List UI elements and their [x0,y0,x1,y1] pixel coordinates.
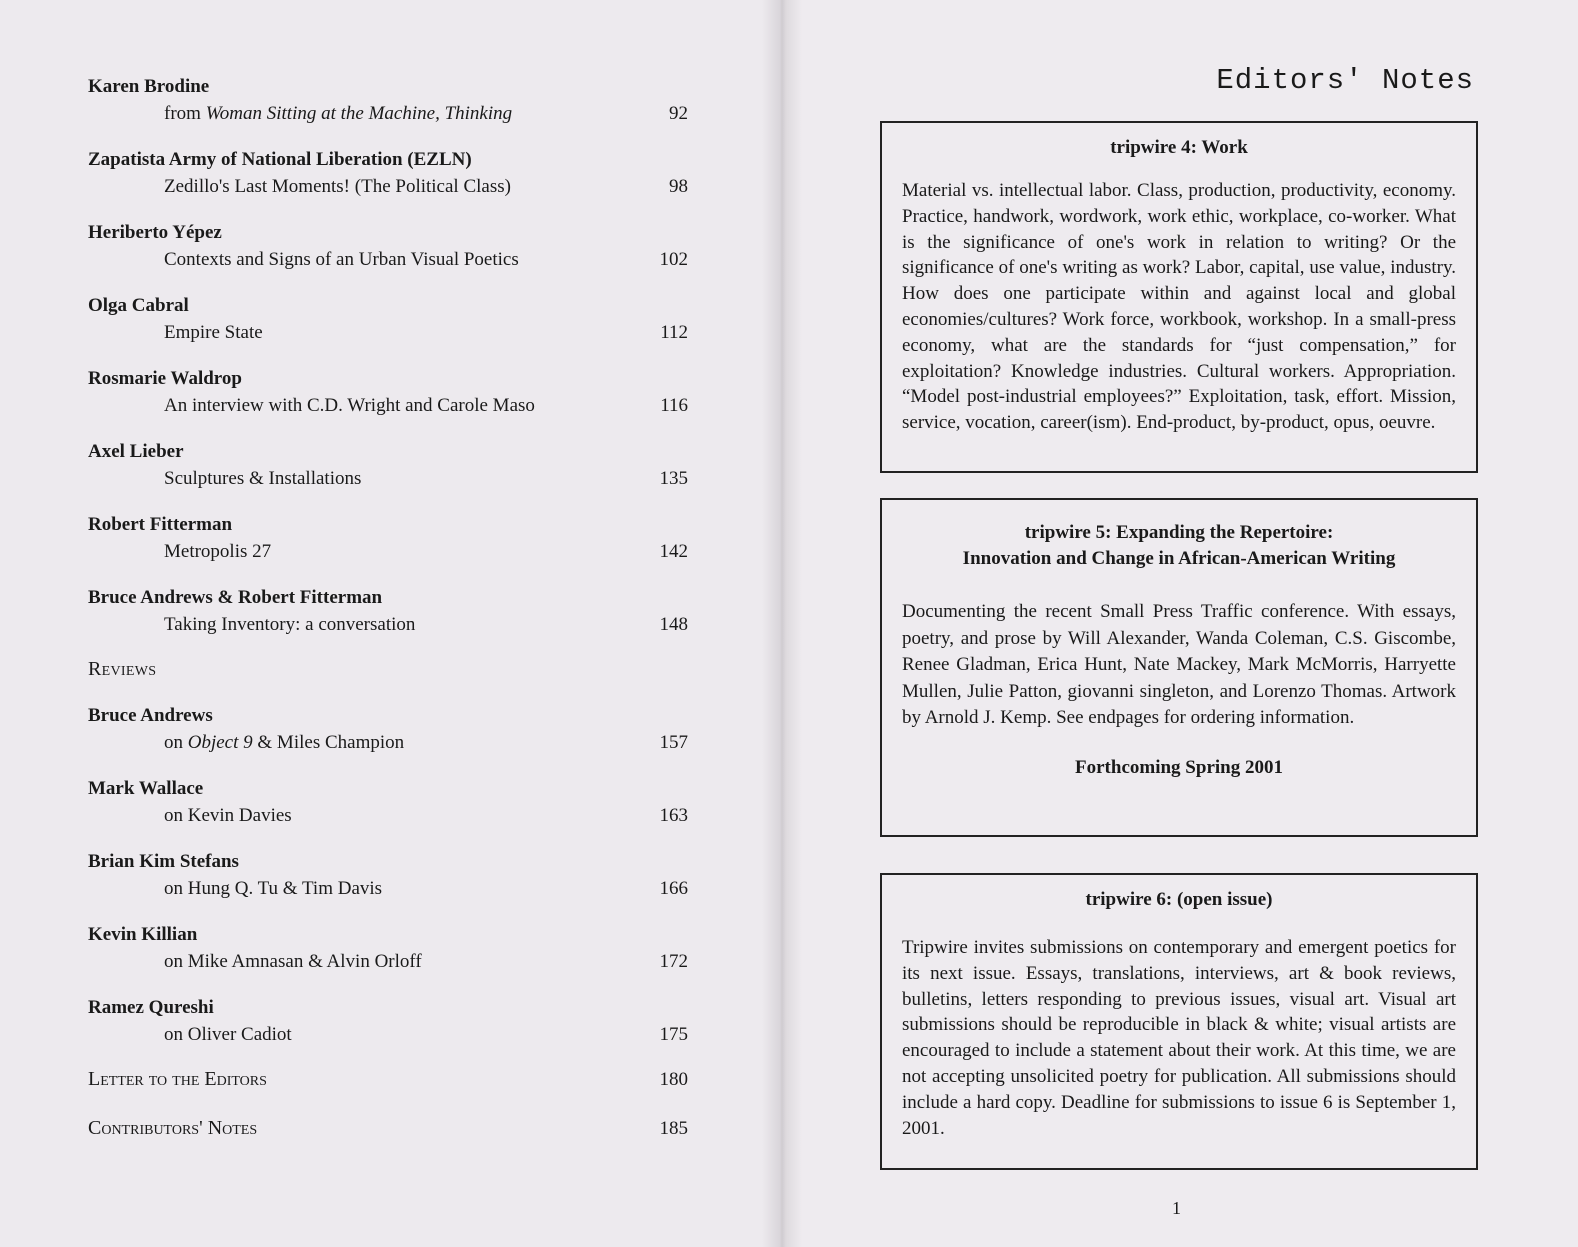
toc-title-suffix: Metropolis 27 [164,541,272,562]
toc-author: Heriberto Yépez [88,222,222,243]
toc-title-row [88,538,688,565]
toc-author: Kevin Killian [88,924,198,945]
page-number: 1 [1172,1198,1181,1218]
tripwire-4-box [880,121,1478,473]
toc-title [164,802,292,829]
toc-author: Brian Kim Stefans [88,851,239,872]
reviews-heading: Reviews [88,658,157,680]
toc-title-suffix: on Oliver Cadiot [164,1024,292,1045]
toc-author: Bruce Andrews & Robert Fitterman [88,587,383,608]
letter-label: Letter to the Editors [88,1068,267,1090]
toc-entry [88,703,688,756]
toc-title [164,246,519,273]
tripwire-6-body: Tripwire invites submissions on contemporary and emergent poetics for its next issue. Essays, translations, interviews, art & book reviews, bulletins, letters responding to previous issues, visual art. Visual art submissions should be reproducible in black & white; visual artists are encouraged to include a statement about their work. At this time, we are not accepting unsolicited poetry for publication. All submissions should include a hard copy. Deadline for submissions to issue 6 is September 1, 2001. [902,937,1456,1139]
toc-page-number: 142 [659,541,688,562]
tripwire-5-heading-line2: Innovation and Change in African-American Writing [962,548,1396,569]
toc-entry [88,995,688,1048]
toc-page-number: 148 [659,614,688,635]
toc-title-row [88,173,688,200]
toc-title-suffix: Empire State [164,322,263,343]
toc-title-italic: Woman Sitting at the Machine, Thinking [205,103,513,124]
toc-title [164,948,422,975]
toc-author: Zapatista Army of National Liberation (EZLN) [88,149,472,170]
contributors-notes-entry [88,1117,688,1140]
editors-notes-title: Editors' Notes [1216,64,1474,97]
contributors-label: Contributors' Notes [88,1117,258,1139]
toc-page-number: 163 [659,805,688,826]
toc-title-row [88,246,688,273]
toc-title-prefix: on [164,732,188,753]
toc-title-suffix: An interview with C.D. Wright and Carole Maso [164,395,535,416]
toc-title-row [88,875,688,902]
toc-title-suffix: & Miles Champion [252,732,405,753]
toc-page-number: 172 [659,951,688,972]
toc-title-row [88,948,688,975]
tripwire-5-body: Documenting the recent Small Press Traffic conference. With essays, poetry, and prose by Will Alexander, Wanda Coleman, C.S. Giscombe, Renee Gladman, Erica Hunt, Nate Mackey, Mark McMorris, Harryette Mullen, Julie Patton, giovanni singleton, and Lorenzo Thomas. Artwork by Arnold J. Kemp. See endpages for ordering information. [902,601,1456,728]
toc-entry [88,366,688,419]
toc-author: Karen Brodine [88,76,210,97]
toc-title-row [88,319,688,346]
toc-title [164,611,415,638]
toc-title [164,319,263,346]
toc-title [164,729,404,756]
tripwire-6-box [880,873,1478,1170]
toc-author: Ramez Qureshi [88,997,214,1018]
toc-author: Rosmarie Waldrop [88,368,242,389]
toc-title [164,465,361,492]
toc-title-row [88,802,688,829]
table-of-contents [88,74,688,1166]
toc-page-number: 175 [659,1024,688,1045]
toc-title-row [88,611,688,638]
book-gutter [762,0,802,1247]
toc-page-number: 102 [659,249,688,270]
toc-entry [88,147,688,200]
toc-page-number: 98 [669,176,688,197]
tripwire-5-forthcoming: Forthcoming Spring 2001 [1075,756,1283,778]
toc-author: Robert Fitterman [88,514,233,535]
toc-entry [88,776,688,829]
letter-to-editors-entry [88,1068,688,1091]
toc-page-number: 92 [669,103,688,124]
toc-title [164,173,511,200]
toc-author: Olga Cabral [88,295,189,316]
toc-title-row [88,100,688,127]
toc-title-prefix: from [164,103,206,124]
toc-page-number: 116 [660,395,688,416]
toc-title-italic: Object 9 [187,732,253,753]
toc-entry [88,293,688,346]
toc-author: Mark Wallace [88,778,204,799]
toc-page-number: 135 [659,468,688,489]
toc-title-suffix: on Kevin Davies [164,805,292,826]
toc-entry [88,849,688,902]
tripwire-4-heading: tripwire 4: Work [1110,137,1248,158]
letter-page: 180 [659,1069,688,1090]
toc-entry [88,512,688,565]
toc-entry [88,74,688,127]
toc-reviews [88,703,688,1048]
toc-page-number: 112 [660,322,688,343]
toc-title-row [88,392,688,419]
toc-title-suffix: on Hung Q. Tu & Tim Davis [164,878,383,899]
toc-title-row [88,729,688,756]
toc-page-number: 157 [659,732,688,753]
toc-entry [88,439,688,492]
toc-title [164,392,535,419]
toc-entries [88,74,688,638]
toc-title-suffix: Zedillo's Last Moments! (The Political Class) [164,176,511,197]
toc-title-suffix: Sculptures & Installations [164,468,362,489]
toc-title-suffix: Contexts and Signs of an Urban Visual Poetics [164,249,519,270]
toc-title [164,875,382,902]
toc-title-row [88,1021,688,1048]
toc-title [164,538,271,565]
tripwire-5-heading-line1: tripwire 5: Expanding the Repertoire: [1024,522,1334,543]
toc-entry [88,922,688,975]
toc-page-number: 166 [659,878,688,899]
toc-author: Bruce Andrews [88,705,213,726]
toc-title-suffix: on Mike Amnasan & Alvin Orloff [164,951,422,972]
tripwire-4-body: Material vs. intellectual labor. Class, production, productivity, economy. Practice, handwork, wordwork, work ethic, workplace, co-worker. What is the significance of one's work in relation to writing? Or the significance of one's writing as work? Labor, capital, use value, industry. How does one participate within and against local and global economies/cultures? Work force, workbook, workshop. In a small-press economy, what are the standards for “just compensation,” for exploitation? Knowledge industries. Cultural workers. Appropriation. “Model post-industrial employees?” Exploitation, task, effort. Mission, service, vocation, career(ism). End-product, by-product, opus, oeuvre. [902,180,1456,434]
tripwire-5-box [880,498,1478,837]
toc-title-suffix: Taking Inventory: a conversation [164,614,416,635]
tripwire-6-heading: tripwire 6: (open issue) [1085,889,1273,910]
contributors-page: 185 [659,1118,688,1139]
toc-entry [88,585,688,638]
toc-title [164,1021,292,1048]
toc-title [164,100,512,127]
toc-author: Axel Lieber [88,441,184,462]
toc-entry [88,220,688,273]
toc-title-row [88,465,688,492]
